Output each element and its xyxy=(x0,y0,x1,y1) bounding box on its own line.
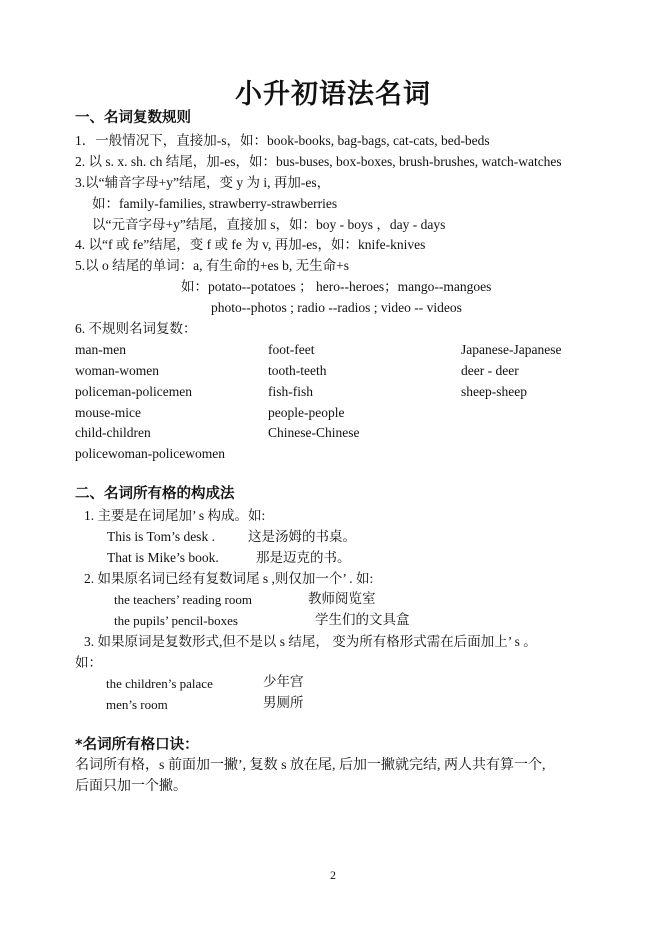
irregular-item: sheep-sheep xyxy=(461,384,527,399)
irregular-item: man-men xyxy=(75,342,126,357)
rule-6: 6. 不规则名词复数： xyxy=(75,321,197,336)
rule-5-examples-2: photo--photos ; radio --radios ; video -- videos xyxy=(211,300,462,315)
irregular-item: fish-fish xyxy=(268,384,313,399)
possessive-example-cn: 那是迈克的书。 xyxy=(256,550,351,566)
irregular-item: Japanese-Japanese xyxy=(461,342,562,357)
mnemonic-line-2: 后面只加一个撇。 xyxy=(75,779,187,794)
irregular-item: policeman-policemen xyxy=(75,384,192,399)
rule-3-examples: 如：family-families, strawberry-strawberries xyxy=(92,196,338,211)
possessive-example-cn: 男厕所 xyxy=(263,695,304,711)
possessive-example-en: men’s room xyxy=(106,697,168,712)
irregular-item: deer - deer xyxy=(461,363,519,378)
irregular-item: woman-women xyxy=(75,363,159,378)
possessive-example-en: That is Mike’s book. xyxy=(107,550,219,565)
irregular-item: policewoman-policewomen xyxy=(75,446,225,461)
possessive-example-en: This is Tom’s desk . xyxy=(107,529,215,544)
rule-3b: 以“元音字母+y”结尾，直接加 s，如：boy - boys ，day - days xyxy=(92,217,446,232)
mnemonic-line-1: 名词所有格，s 前面加一撇’, 复数 s 放在尾, 后加一撇就完结, 两人共有算一个, xyxy=(75,758,546,773)
page-title: 小升初语法名词 xyxy=(235,79,431,110)
rule-2: 2. 以 s. x. sh. ch 结尾，加-es，如：bus-buses, box-boxes, brush-brushes, watch-watches xyxy=(75,154,562,169)
irregular-item: foot-feet xyxy=(268,342,315,357)
irregular-item: mouse-mice xyxy=(75,405,141,420)
rule-5: 5.以 o 结尾的单词：a, 有生命的+es b, 无生命+s xyxy=(75,258,349,273)
rule-3: 3.以“辅音字母+y”结尾，变 y 为 i, 再加-es， xyxy=(75,175,331,190)
possessive-example-cn: 学生们的文具盒 xyxy=(315,612,410,628)
irregular-item: tooth-teeth xyxy=(268,363,327,378)
possessive-example-cn: 教师阅览室 xyxy=(308,591,376,607)
possessive-example-en: the teachers’ reading room xyxy=(114,592,252,607)
irregular-item: Chinese-Chinese xyxy=(268,425,360,440)
rule-5-examples-1: 如：potato--potatoes ； hero--heroes；mango--mangoes xyxy=(181,279,492,294)
page-number: 2 xyxy=(330,868,336,882)
possessive-rule-3-cont: 如： xyxy=(75,655,102,670)
possessive-example-cn: 少年宫 xyxy=(263,674,304,690)
possessive-rule-1: 1. 主要是在词尾加’ s 构成。如: xyxy=(84,508,266,523)
section2-heading: 二、名词所有格的构成法 xyxy=(75,486,235,502)
possessive-example-en: the children’s palace xyxy=(106,676,213,691)
irregular-item: child-children xyxy=(75,425,151,440)
rule-4: 4. 以“f 或 fe”结尾，变 f 或 fe 为 v, 再加-es，如：knife-knives xyxy=(75,237,426,252)
possessive-example-en: the pupils’ pencil-boxes xyxy=(114,613,238,628)
irregular-item: people-people xyxy=(268,405,345,420)
possessive-example-cn: 这是汤姆的书桌。 xyxy=(248,529,356,545)
possessive-rule-3: 3. 如果原词是复数形式,但不是以 s 结尾， 变为所有格形式需在后面加上’ s 。 xyxy=(84,634,537,649)
section1-heading: 一、名词复数规则 xyxy=(75,110,191,126)
possessive-rule-2: 2. 如果原名词已经有复数词尾 s ,则仅加一个’ . 如: xyxy=(84,571,374,586)
section3-heading: *名词所有格口诀： xyxy=(75,737,199,753)
rule-1: 1．一般情况下，直接加-s，如：book-books, bag-bags, cat-cats, bed-beds xyxy=(75,133,490,148)
